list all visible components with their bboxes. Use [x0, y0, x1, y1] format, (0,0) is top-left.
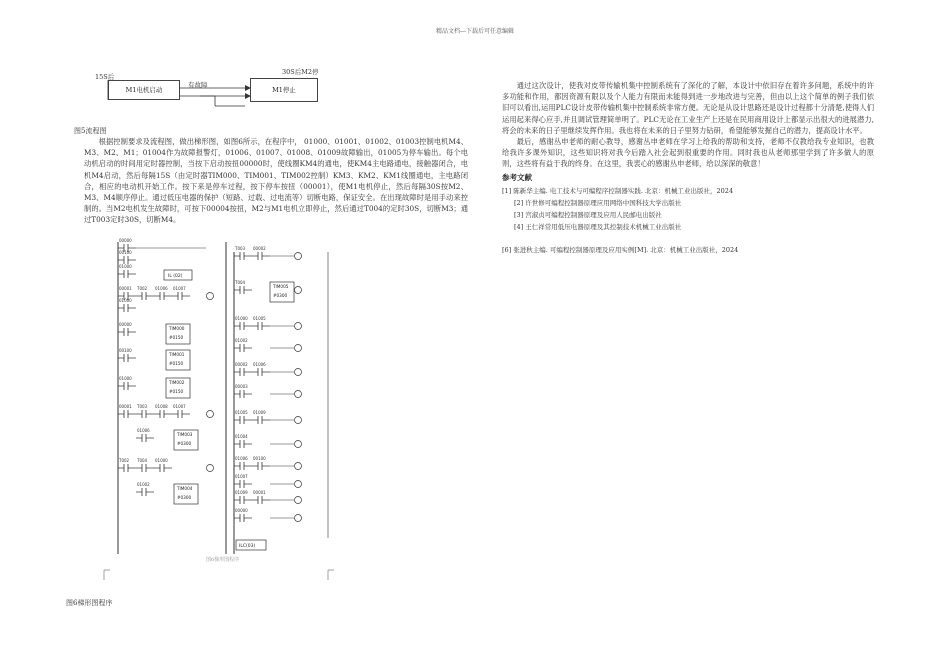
ladder-timer-name: TIM002 — [169, 380, 185, 385]
ladder-coil — [295, 497, 302, 504]
references-title: 参考文献 — [502, 172, 532, 182]
ladder-timer-name: TIM001 — [169, 352, 185, 357]
ladder-coil — [295, 441, 302, 448]
right-column — [502, 80, 874, 254]
ladder-ilc-label: ILC(03) — [239, 544, 256, 549]
ladder-contact-label: 01009 — [253, 410, 266, 415]
right-paragraph-1: 通过这次设计，使我对皮带传输机集中控制系统有了深化的了解，本设计中依旧存在着许多问题，系统中的许多功能和作用，都因资源有限以及个人能力有限而未能得到进一步地改进与完善，但由以上这个简单的例子我们依旧可以看出,运用PLC设计皮带传输机集中控制系统非常方便。无论是从设计思路还是设计过程都十分清楚,使得人们运用起来得心应手,并且调试管理简单明了。PLC无论在工业生产上还是在民用商用设计上都显示出很大的进展潜力,将会的未来的日子里继续发挥作用。我也将在未来的日子里努力钻研，希望能够发掘自己的潜力，提高设计水平。 — [502, 81, 874, 135]
ladder-contact-label: 00001 — [119, 404, 132, 409]
ladder-coil — [295, 391, 302, 398]
right-paragraph-2: 最后，感谢丛申老师的耐心教导，感谢丛申老师在学习上给我的帮助和支持，老师不仅教给我专业知识，也教给我许多课外知识，这些知识将对我今后踏入社会起到很重要的作用。同时我也从老师那里学到了许多做人的原则，这些将有益于我的终身。在这里，我衷心的感谢丛申老师，给以深深的敬意！ — [502, 137, 874, 169]
ladder-coil — [295, 463, 302, 470]
flow-box-start: M1电机启动 — [108, 80, 180, 100]
ladder-contact-label: 00100 — [119, 250, 132, 255]
ladder-contact-label: 00002 — [253, 246, 266, 251]
ladder-diagram — [106, 238, 338, 568]
crop-marks — [100, 568, 340, 582]
reference-item: [6] 张进秋主编. 可编程控制器原理及应用实例[M]. 北京：机械工业出版社，2024 — [502, 245, 739, 254]
ladder-contact-label: 01000 — [119, 298, 132, 303]
ladder-coil — [207, 465, 214, 472]
ladder-coil — [207, 293, 214, 300]
ladder-inner-caption: 图6梯形图程序 — [206, 557, 240, 563]
ladder-coil — [295, 345, 302, 352]
ladder-contact-label: 01000 — [119, 264, 132, 269]
ladder-contact-label: 01006 — [137, 428, 150, 433]
ladder-svg — [106, 238, 338, 568]
ladder-timer-value: #0300 — [273, 293, 288, 298]
flowchart-caption: 图5流程图 — [74, 127, 107, 135]
left-paragraph: 根据控制要求及流程图，做出梯形图，如图6所示，在程序中， 01000、01001、01002、01003控制电机M4、M3、M2、M1；01004作为故障报警灯，01006、01007、01008、01009故障输出，01005为停车输出。每个电动机启动的时间用定时器控制，当按下启动按扭00000时，使线圈KM4的通电，使KM4主电路通电，接触器闭合，电机M4启动，然后每隔15S（由定时器TIM000、TIM001、TIM002控制）KM3、KM2、KM1线圈通电，主电路闭合，相应的电动机开始工作。按下来是停车过程，按下停车按扭（00001），使M1电机停止，然后每隔30S按M2、M3、M4顺序停止。通过低压电器的保护（短路、过载、过电流等）切断电路，保证安全。在出现故障时是用手动来控制的。当M2电机发生故障时，可按下00004按扭，M2与M1电机立即停止，然后通过T004的定时30S，切断M3；通过T003定时30S，切断M4。 — [84, 137, 468, 225]
ladder-contact-label: T004 — [137, 458, 148, 463]
ladder-contact-label: 01000 — [119, 376, 132, 381]
ladder-contact-label: T003 — [137, 404, 148, 409]
ladder-contact-label: 01005 — [235, 410, 248, 415]
ladder-coil — [295, 369, 302, 376]
flow-label-30s: 30S后M2停 — [282, 68, 319, 76]
ladder-contact-label: 00002 — [235, 362, 248, 367]
reference-item: [2] 许世修可编程控制器原理应用网络中国科技大学出版社 — [514, 198, 682, 207]
ladder-contact-label: 01008 — [155, 404, 168, 409]
ladder-contact-label: T002 — [119, 458, 130, 463]
ladder-contact-label: 00001 — [253, 490, 266, 495]
ladder-contact-label: 01000 — [155, 458, 168, 463]
ladder-contact-label: 00000 — [119, 322, 132, 327]
ladder-contact-label: 01006 — [155, 286, 168, 291]
ladder-timer-name: TIM004 — [177, 486, 193, 491]
ladder-timer-name: TIM005 — [273, 284, 289, 289]
ladder-coil — [295, 287, 302, 294]
ladder-contact-label: 01007 — [173, 404, 186, 409]
ladder-contact-label: 01002 — [235, 338, 248, 343]
flow-label-15s: 15S后 — [95, 73, 115, 81]
ladder-contact-label: 01004 — [235, 434, 248, 439]
ladder-contact-label: 01006 — [253, 362, 266, 367]
flow-label-fault: 有故障 — [188, 81, 208, 89]
ladder-coil — [295, 417, 302, 424]
ladder-coil — [295, 253, 302, 260]
ladder-contact-label: 01009 — [235, 490, 248, 495]
ladder-timer-value: #0150 — [169, 389, 184, 394]
ladder-contact-label: 00100 — [253, 456, 266, 461]
ladder-contact-label: 01002 — [137, 482, 150, 487]
ladder-timer-name: TIM000 — [169, 326, 185, 331]
ladder-contact-label: T003 — [235, 246, 246, 251]
ladder-timer-value: #0150 — [169, 361, 184, 366]
ladder-coil — [207, 411, 214, 418]
flow-arrows — [95, 78, 255, 114]
ladder-timer-value: #0150 — [169, 335, 184, 340]
flow-box-stop: M1停止 — [250, 78, 318, 102]
ladder-timer-value: #0300 — [177, 495, 192, 500]
ladder-contact-label: 00100 — [119, 348, 132, 353]
ladder-contact-label: 01007 — [235, 474, 248, 479]
ladder-contact-label: 01000 — [235, 316, 248, 321]
ladder-contact-label: 01006 — [235, 456, 248, 461]
reference-item: [1] 陈新华主编. 电工技术与可编程序控制器实践. 北京：机械工业出版社，2024 — [502, 186, 734, 195]
ladder-contact-label: 00000 — [235, 508, 248, 513]
ladder-coil — [295, 481, 302, 488]
ladder-contact-label: T004 — [235, 280, 246, 285]
ladder-contact-label: 01007 — [173, 286, 186, 291]
ladder-contact-label: 00003 — [235, 384, 248, 389]
ladder-coil — [295, 323, 302, 330]
ladder-contact-label: 00001 — [119, 286, 132, 291]
ladder-timer-name: TIM003 — [177, 432, 193, 437]
ladder-contact-label: 00000 — [119, 238, 132, 243]
ladder-coil — [295, 515, 302, 522]
ladder-contact-label: T002 — [137, 286, 148, 291]
ladder-caption: 图6梯形图程序 — [66, 599, 113, 607]
ladder-contact-label: 01005 — [253, 316, 266, 321]
ladder-timer-value: #0300 — [177, 441, 192, 446]
reference-item: [3] 宫淑贞可编程控制器原理及应用人民邮电出版社 — [514, 210, 662, 219]
page-header: 精品文档---下载后可任意编辑 — [435, 28, 515, 35]
ladder-il-label: IL (02) — [168, 274, 183, 279]
reference-item: [4] 王仁祥常用低压电器原理及其控制技术机械工业出版社 — [514, 222, 682, 231]
